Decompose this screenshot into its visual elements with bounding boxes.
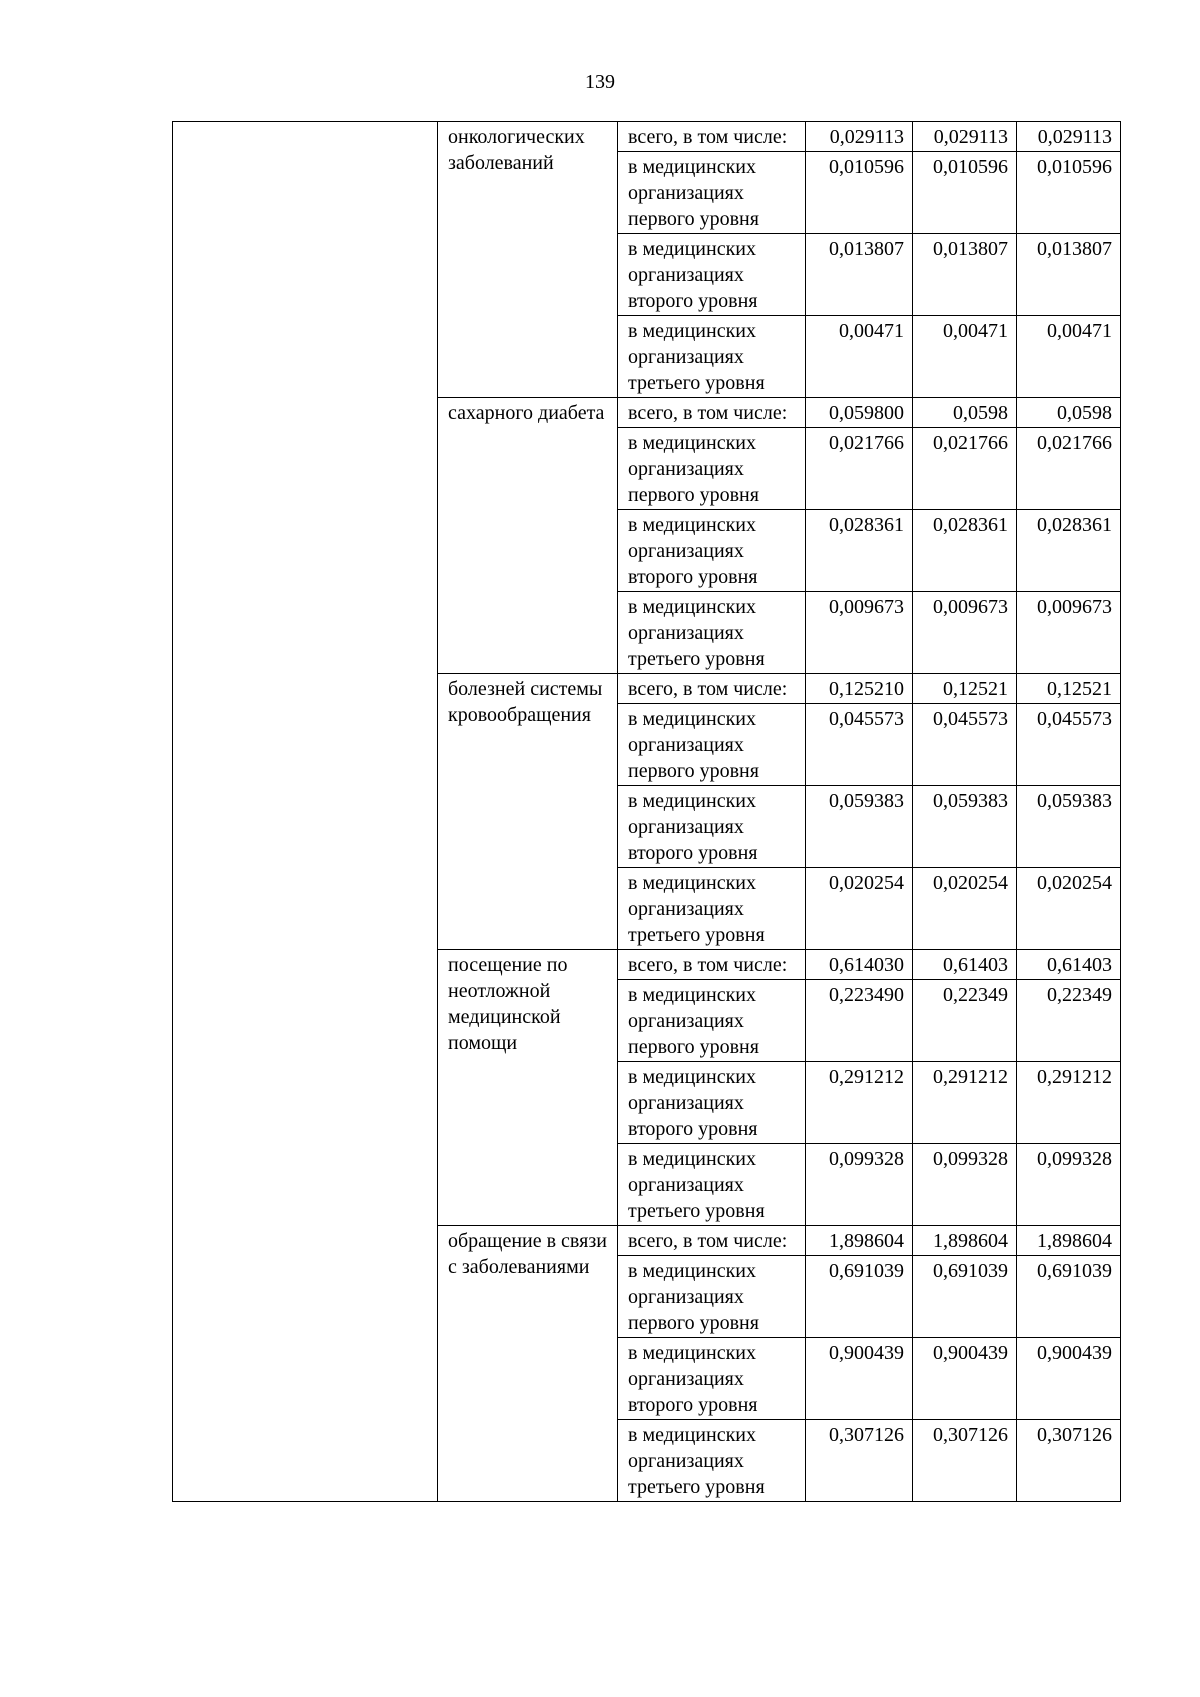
value-text: 0,010596 <box>933 156 1008 178</box>
value-cell-1 <box>806 868 913 950</box>
row-label-cell: в медицинских организациях третьего уровня <box>618 1144 806 1226</box>
value-cell-2 <box>913 950 1017 980</box>
value-cell-2 <box>913 316 1017 398</box>
value-text: 0,009673 <box>933 596 1008 618</box>
value-cell-2 <box>913 1256 1017 1338</box>
row-label-cell: в медицинских организациях первого уровня <box>618 704 806 786</box>
value-text: 0,00471 <box>1047 320 1112 342</box>
value-text: 0,029113 <box>829 126 904 148</box>
value-cell-2 <box>913 234 1017 316</box>
value-cell-1 <box>806 1420 913 1502</box>
category-cell: посещение по неотложной медицинской помощи <box>438 950 618 1226</box>
value-text: 0,059800 <box>829 402 904 424</box>
value-text: 0,020254 <box>933 872 1008 894</box>
value-cell-1 <box>806 234 913 316</box>
table-row <box>173 122 1121 152</box>
value-text: 0,291212 <box>829 1066 904 1088</box>
value-cell-3 <box>1017 980 1121 1062</box>
value-cell-2 <box>913 868 1017 950</box>
value-text: 0,125210 <box>829 678 904 700</box>
value-text: 0,029113 <box>1037 126 1112 148</box>
value-text: 0,099328 <box>1037 1148 1112 1170</box>
value-cell-3 <box>1017 316 1121 398</box>
value-cell-2 <box>913 704 1017 786</box>
value-text: 0,020254 <box>829 872 904 894</box>
value-text: 0,029113 <box>933 126 1008 148</box>
value-cell-2 <box>913 786 1017 868</box>
row-label-cell: в медицинских организациях второго уровня <box>618 510 806 592</box>
row-label-cell: всего, в том числе: <box>618 674 806 704</box>
value-cell-2 <box>913 1144 1017 1226</box>
value-cell-1 <box>806 1338 913 1420</box>
value-cell-3 <box>1017 152 1121 234</box>
value-cell-1 <box>806 980 913 1062</box>
row-label-cell: в медицинских организациях третьего уровня <box>618 868 806 950</box>
value-text: 0,900439 <box>1037 1342 1112 1364</box>
blank-first-column <box>173 122 438 1502</box>
value-cell-3 <box>1017 674 1121 704</box>
value-cell-3 <box>1017 428 1121 510</box>
row-label-cell: в медицинских организациях первого уровня <box>618 152 806 234</box>
row-label-cell: в медицинских организациях второго уровня <box>618 234 806 316</box>
value-cell-1 <box>806 316 913 398</box>
page-number: 139 <box>585 71 615 93</box>
value-text: 0,900439 <box>829 1342 904 1364</box>
value-cell-3 <box>1017 704 1121 786</box>
value-cell-1 <box>806 398 913 428</box>
value-text: 0,099328 <box>829 1148 904 1170</box>
category-cell: обращение в связи с заболеваниями <box>438 1226 618 1502</box>
value-text: 0,045573 <box>829 708 904 730</box>
row-label-cell: всего, в том числе: <box>618 122 806 152</box>
value-text: 0,045573 <box>1037 708 1112 730</box>
value-text: 0,307126 <box>1037 1424 1112 1446</box>
value-text: 0,021766 <box>829 432 904 454</box>
value-text: 0,22349 <box>943 984 1008 1006</box>
value-text: 0,12521 <box>1047 678 1112 700</box>
value-text: 0,009673 <box>829 596 904 618</box>
value-cell-1 <box>806 674 913 704</box>
value-cell-3 <box>1017 1338 1121 1420</box>
value-text: 0,021766 <box>933 432 1008 454</box>
value-cell-3 <box>1017 868 1121 950</box>
row-label-cell: в медицинских организациях первого уровня <box>618 1256 806 1338</box>
value-text: 0,691039 <box>933 1260 1008 1282</box>
value-cell-1 <box>806 510 913 592</box>
table-body <box>173 122 1121 1502</box>
value-cell-2 <box>913 510 1017 592</box>
value-cell-2 <box>913 674 1017 704</box>
value-cell-1 <box>806 786 913 868</box>
row-label-cell: всего, в том числе: <box>618 1226 806 1256</box>
value-text: 0,013807 <box>933 238 1008 260</box>
value-text: 0,045573 <box>933 708 1008 730</box>
value-text: 0,61403 <box>1047 954 1112 976</box>
value-text: 0,291212 <box>1037 1066 1112 1088</box>
value-cell-3 <box>1017 234 1121 316</box>
value-cell-3 <box>1017 1144 1121 1226</box>
category-cell: болезней системы кровообращения <box>438 674 618 950</box>
value-cell-3 <box>1017 1062 1121 1144</box>
value-cell-3 <box>1017 510 1121 592</box>
value-cell-2 <box>913 428 1017 510</box>
value-cell-2 <box>913 122 1017 152</box>
value-cell-1 <box>806 1226 913 1256</box>
value-cell-3 <box>1017 786 1121 868</box>
row-label-cell: в медицинских организациях третьего уровня <box>618 1420 806 1502</box>
value-text: 0,028361 <box>933 514 1008 536</box>
category-cell: онкологических заболеваний <box>438 122 618 398</box>
value-text: 0,223490 <box>829 984 904 1006</box>
value-cell-1 <box>806 1062 913 1144</box>
row-label-cell: всего, в том числе: <box>618 950 806 980</box>
value-cell-1 <box>806 704 913 786</box>
value-text: 1,898604 <box>1037 1230 1112 1252</box>
value-text: 0,307126 <box>829 1424 904 1446</box>
value-text: 0,028361 <box>1037 514 1112 536</box>
value-text: 0,013807 <box>829 238 904 260</box>
value-text: 0,059383 <box>829 790 904 812</box>
value-text: 0,307126 <box>933 1424 1008 1446</box>
value-cell-1 <box>806 950 913 980</box>
value-cell-2 <box>913 1420 1017 1502</box>
value-text: 0,00471 <box>943 320 1008 342</box>
row-label-cell: в медицинских организациях третьего уровня <box>618 592 806 674</box>
value-text: 1,898604 <box>829 1230 904 1252</box>
value-text: 0,010596 <box>829 156 904 178</box>
value-text: 0,291212 <box>933 1066 1008 1088</box>
value-cell-3 <box>1017 592 1121 674</box>
value-text: 0,020254 <box>1037 872 1112 894</box>
value-cell-2 <box>913 1226 1017 1256</box>
value-cell-2 <box>913 980 1017 1062</box>
value-cell-3 <box>1017 950 1121 980</box>
value-cell-1 <box>806 428 913 510</box>
value-cell-1 <box>806 592 913 674</box>
value-cell-3 <box>1017 1226 1121 1256</box>
value-text: 0,22349 <box>1047 984 1112 1006</box>
value-cell-3 <box>1017 1420 1121 1502</box>
value-cell-1 <box>806 1144 913 1226</box>
row-label-cell: в медицинских организациях второго уровня <box>618 1062 806 1144</box>
row-label-cell: в медицинских организациях второго уровня <box>618 1338 806 1420</box>
value-cell-3 <box>1017 398 1121 428</box>
value-text: 0,61403 <box>943 954 1008 976</box>
value-text: 0,099328 <box>933 1148 1008 1170</box>
data-table <box>172 121 1121 1502</box>
value-cell-1 <box>806 122 913 152</box>
value-text: 1,898604 <box>933 1230 1008 1252</box>
value-text: 0,059383 <box>933 790 1008 812</box>
value-text: 0,013807 <box>1037 238 1112 260</box>
value-cell-2 <box>913 1062 1017 1144</box>
value-text: 0,028361 <box>829 514 904 536</box>
row-label-cell: в медицинских организациях первого уровня <box>618 428 806 510</box>
value-text: 0,614030 <box>829 954 904 976</box>
row-label-cell: в медицинских организациях первого уровня <box>618 980 806 1062</box>
value-text: 0,00471 <box>839 320 904 342</box>
value-cell-1 <box>806 1256 913 1338</box>
value-text: 0,0598 <box>1057 402 1112 424</box>
value-text: 0,0598 <box>953 402 1008 424</box>
value-text: 0,059383 <box>1037 790 1112 812</box>
value-text: 0,009673 <box>1037 596 1112 618</box>
value-text: 0,021766 <box>1037 432 1112 454</box>
value-cell-3 <box>1017 1256 1121 1338</box>
value-text: 0,691039 <box>829 1260 904 1282</box>
category-cell: сахарного диабета <box>438 398 618 674</box>
row-label-cell: в медицинских организациях второго уровня <box>618 786 806 868</box>
value-text: 0,12521 <box>943 678 1008 700</box>
value-cell-3 <box>1017 122 1121 152</box>
row-label-cell: в медицинских организациях третьего уровня <box>618 316 806 398</box>
row-label-cell: всего, в том числе: <box>618 398 806 428</box>
value-cell-2 <box>913 152 1017 234</box>
value-cell-1 <box>806 152 913 234</box>
value-text: 0,900439 <box>933 1342 1008 1364</box>
value-text: 0,691039 <box>1037 1260 1112 1282</box>
value-cell-2 <box>913 592 1017 674</box>
value-cell-2 <box>913 398 1017 428</box>
value-cell-2 <box>913 1338 1017 1420</box>
value-text: 0,010596 <box>1037 156 1112 178</box>
